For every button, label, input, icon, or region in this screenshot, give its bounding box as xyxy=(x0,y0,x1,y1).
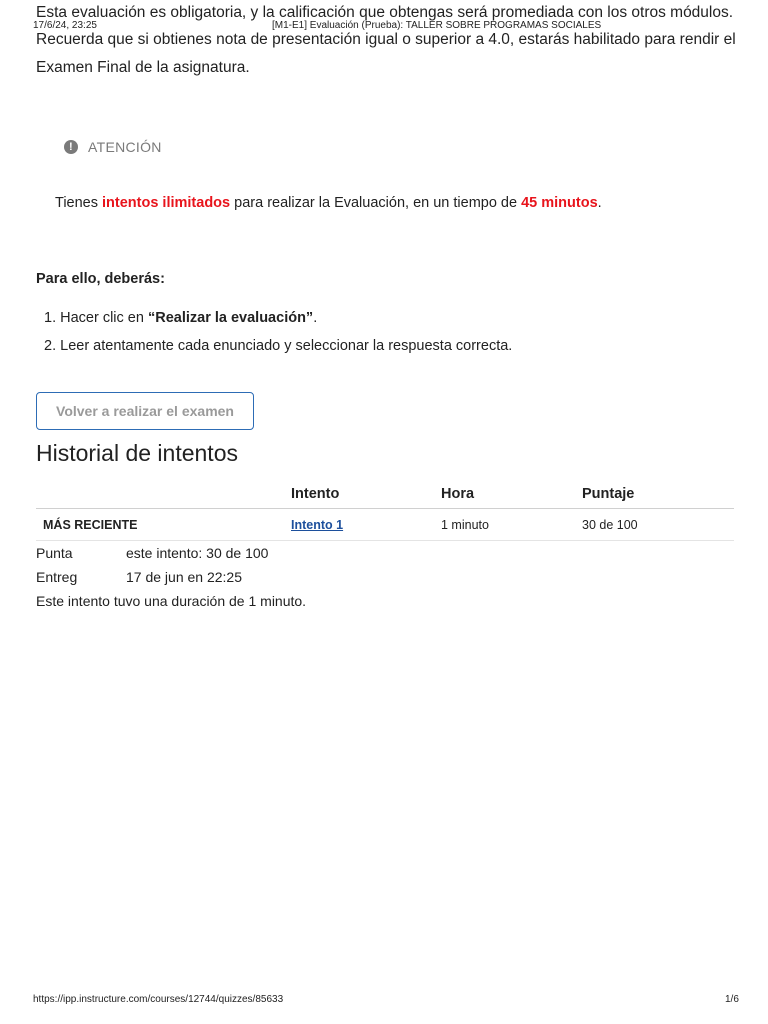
retake-quiz-button[interactable]: Volver a realizar el examen xyxy=(36,392,254,430)
column-header-score: Puntaje xyxy=(582,486,635,502)
step-1-bold: “Realizar la evaluación” xyxy=(147,310,314,326)
print-page-number: 1/6 xyxy=(725,994,739,1005)
submitted-detail-suffix: 17 de jun en 22:25 xyxy=(126,569,242,585)
intro-line-3: Examen Final de la asignatura. xyxy=(36,59,250,76)
score-detail-suffix: este intento: 30 de 100 xyxy=(126,545,269,561)
intro-line-1: Esta evaluación es obligatoria, y la calificación que obtengas será promediada con los otros módulos. xyxy=(36,4,734,21)
attention-text-middle: para realizar la Evaluación, en un tiempo de xyxy=(230,195,522,211)
step-1-prefix: Hacer clic en xyxy=(60,310,148,326)
instruction-step-2 xyxy=(44,338,512,354)
duration-detail: Este intento tuvo una duración de 1 minuto. xyxy=(36,593,307,609)
instructions-heading: Para ello, deberás: xyxy=(36,271,165,287)
most-recent-label: MÁS RECIENTE xyxy=(43,518,138,532)
step-1-number: 1. xyxy=(44,310,57,326)
step-2-number: 2. xyxy=(44,338,57,354)
unlimited-attempts-highlight: intentos ilimitados xyxy=(102,195,231,211)
attention-text xyxy=(55,195,602,211)
column-header-time: Hora xyxy=(441,486,475,502)
attempt-time: 1 minuto xyxy=(441,518,489,532)
print-date: 17/6/24, 23:25 xyxy=(33,20,97,31)
intro-line-2: Recuerda que si obtienes nota de presentación igual o superior a 4.0, estarás habilitado para rendir el xyxy=(36,31,736,48)
print-footer-url: https://ipp.instructure.com/courses/12744/quizzes/85633 xyxy=(33,994,284,1005)
print-page-title: [M1-E1] Evaluación (Prueba): TALLER SOBRE PROGRAMAS SOCIALES xyxy=(272,20,602,31)
step-1-suffix: . xyxy=(313,310,318,326)
attention-text-after: . xyxy=(597,195,602,211)
instruction-step-1 xyxy=(44,310,317,326)
attempt-history-title: Historial de intentos xyxy=(36,440,238,466)
attention-text-before: Tienes xyxy=(55,195,103,211)
table-row-divider xyxy=(36,540,734,541)
table-header-divider xyxy=(36,508,734,509)
attention-label: ATENCIÓN xyxy=(88,139,162,155)
step-2-text: Leer atentamente cada enunciado y seleccionar la respuesta correcta. xyxy=(60,338,513,354)
score-detail-prefix: Punta xyxy=(36,545,73,561)
attempt-1-link[interactable]: Intento 1 xyxy=(291,518,344,532)
submitted-detail-prefix: Entreg xyxy=(36,569,78,585)
time-limit-highlight: 45 minutos xyxy=(521,195,598,211)
exclamation-circle-icon: ! xyxy=(64,140,78,154)
attempt-score: 30 de 100 xyxy=(582,518,638,532)
column-header-attempt: Intento xyxy=(291,486,340,502)
attention-heading xyxy=(64,139,162,155)
